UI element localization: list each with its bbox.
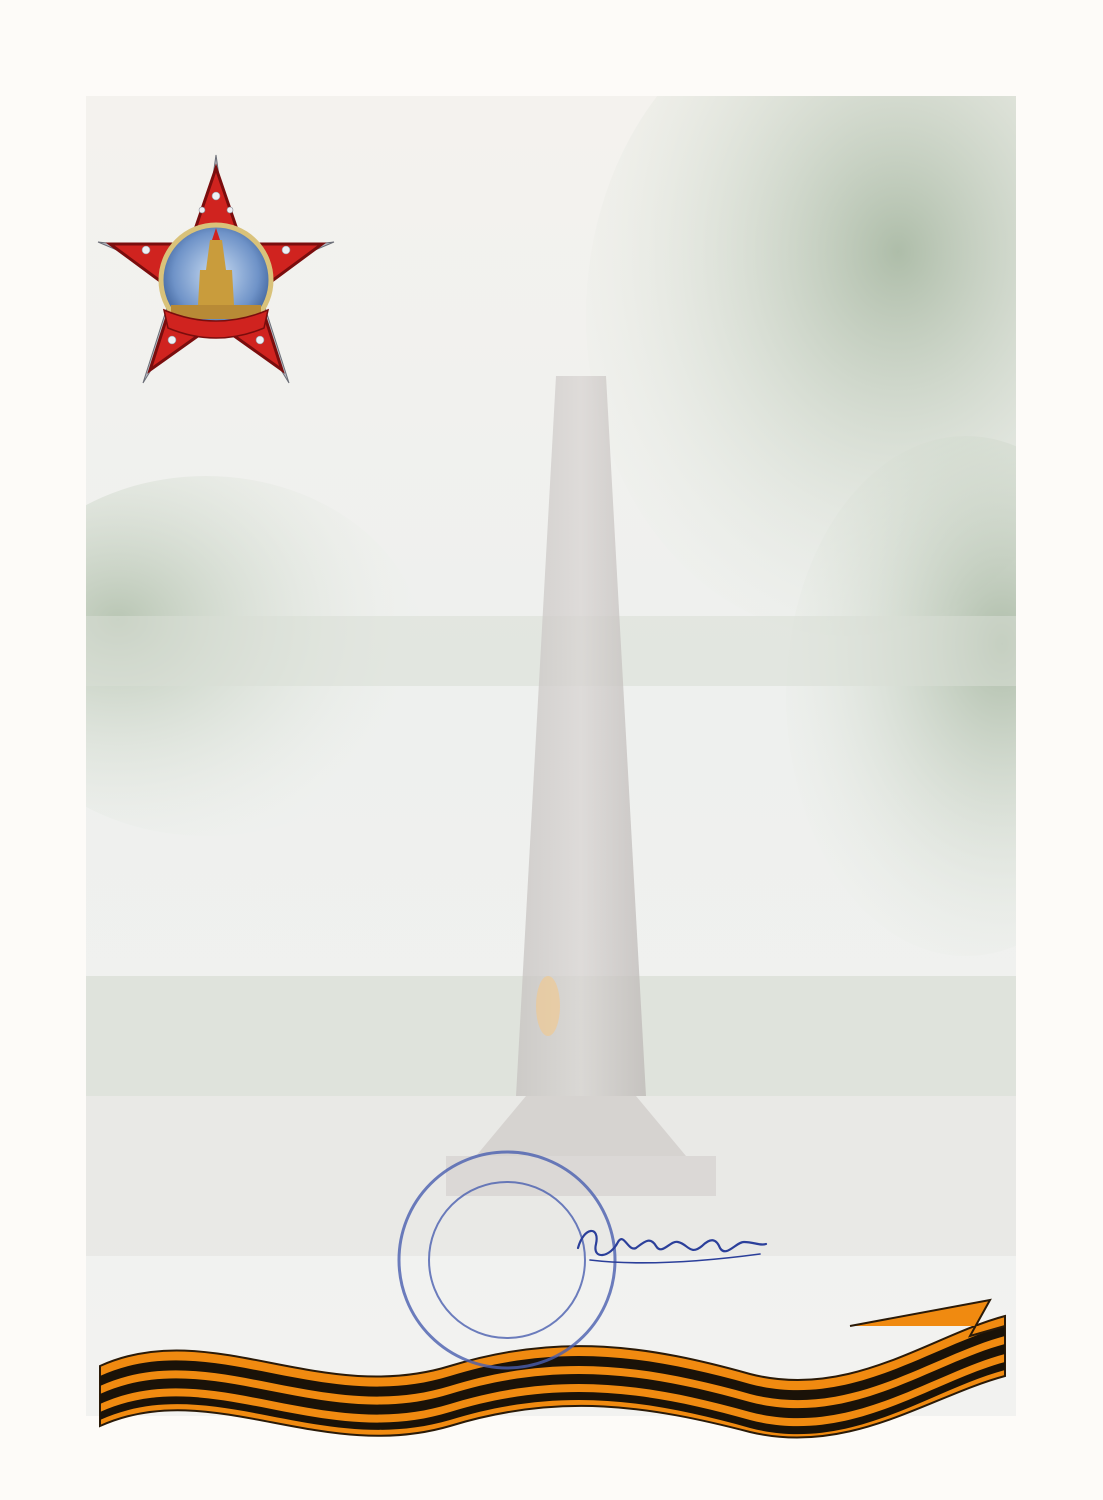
poppy-border-top [0, 0, 1103, 80]
poppy-border-right [1020, 70, 1103, 1430]
handwritten-signature [570, 1212, 770, 1272]
certificate-title [230, 160, 930, 360]
poppy-border-left [0, 70, 82, 1430]
